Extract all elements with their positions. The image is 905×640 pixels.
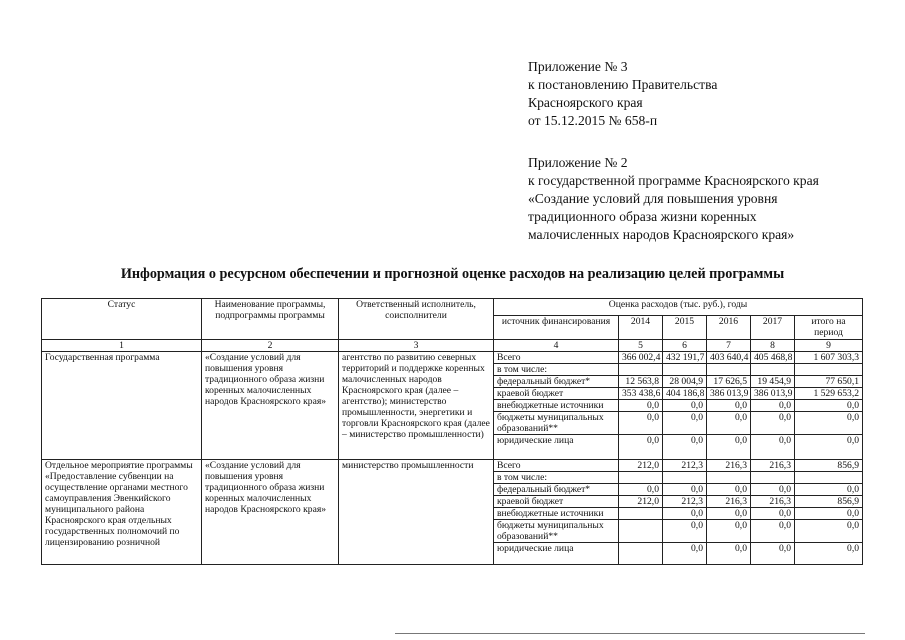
source-cell: юридические лица — [494, 435, 619, 460]
value-cell: 0,0 — [795, 543, 863, 565]
appendix3-line2: к постановлению Правительства — [528, 77, 718, 92]
source-cell: внебюджетные источники — [494, 400, 619, 412]
value-cell: 403 640,4 — [707, 352, 751, 364]
value-cell: 0,0 — [751, 484, 795, 496]
header-year: 2014 — [619, 316, 663, 340]
colnum: 1 — [42, 340, 202, 352]
value-cell — [751, 472, 795, 484]
appendix3-line1: Приложение № 3 — [528, 59, 628, 74]
colnum: 4 — [494, 340, 619, 352]
value-cell: 0,0 — [707, 484, 751, 496]
value-cell: 405 468,8 — [751, 352, 795, 364]
value-cell: 0,0 — [663, 508, 707, 520]
value-cell: 386 013,9 — [751, 388, 795, 400]
value-cell: 1 607 303,3 — [795, 352, 863, 364]
value-cell: 0,0 — [795, 412, 863, 435]
value-cell: 0,0 — [795, 520, 863, 543]
value-cell: 0,0 — [707, 435, 751, 460]
value-cell: 216,3 — [707, 460, 751, 472]
value-cell: 856,9 — [795, 496, 863, 508]
value-cell: 0,0 — [751, 520, 795, 543]
colnum: 3 — [339, 340, 494, 352]
value-cell: 0,0 — [707, 520, 751, 543]
block2-executor: министерство промышленности — [339, 460, 494, 565]
value-cell: 0,0 — [619, 400, 663, 412]
appendix2-line5: малочисленных народов Красноярского края» — [528, 227, 795, 242]
appendix3-line3: Красноярского края — [528, 95, 643, 110]
source-cell: в том числе: — [494, 364, 619, 376]
table-row — [42, 460, 863, 472]
value-cell: 17 626,5 — [707, 376, 751, 388]
value-cell: 0,0 — [707, 508, 751, 520]
value-cell — [663, 472, 707, 484]
appendix-header — [528, 58, 819, 244]
header-status: Статус — [42, 299, 202, 340]
block2-status: Отдельное мероприятие программы «Предоставление субвенции на осуществление органами местного самоуправления Эвенкийского муниципального района Красноярского края отдельных государственных полномочий по лицензированию розничной — [42, 460, 202, 565]
value-cell: 0,0 — [795, 400, 863, 412]
value-cell: 0,0 — [795, 435, 863, 460]
source-cell: краевой бюджет — [494, 388, 619, 400]
value-cell: 0,0 — [663, 543, 707, 565]
colnum: 8 — [751, 340, 795, 352]
header-estimate: Оценка расходов (тыс. руб.), годы — [494, 299, 863, 316]
value-cell: 216,3 — [751, 496, 795, 508]
value-cell — [663, 364, 707, 376]
block2-name: «Создание условий для повышения уровня традиционного образа жизни коренных малочисленных народов Красноярского края» — [202, 460, 339, 565]
block1-status: Государственная программа — [42, 352, 202, 460]
value-cell: 0,0 — [619, 435, 663, 460]
value-cell — [795, 472, 863, 484]
value-cell: 0,0 — [707, 412, 751, 435]
value-cell: 212,3 — [663, 460, 707, 472]
value-cell — [751, 364, 795, 376]
value-cell: 386 013,9 — [707, 388, 751, 400]
colnum: 7 — [707, 340, 751, 352]
value-cell — [619, 508, 663, 520]
value-cell: 856,9 — [795, 460, 863, 472]
value-cell: 366 002,4 — [619, 352, 663, 364]
appendix2-line1: Приложение № 2 — [528, 155, 628, 170]
value-cell: 0,0 — [751, 400, 795, 412]
value-cell: 0,0 — [619, 484, 663, 496]
colnum: 9 — [795, 340, 863, 352]
page-bottom-rule — [395, 633, 865, 634]
source-cell: Всего — [494, 460, 619, 472]
value-cell: 0,0 — [663, 520, 707, 543]
value-cell: 0,0 — [663, 412, 707, 435]
resource-table — [41, 298, 863, 565]
value-cell: 216,3 — [751, 460, 795, 472]
value-cell: 77 650,1 — [795, 376, 863, 388]
value-cell: 28 004,9 — [663, 376, 707, 388]
source-cell: юридические лица — [494, 543, 619, 565]
value-cell: 216,3 — [707, 496, 751, 508]
value-cell: 353 438,6 — [619, 388, 663, 400]
value-cell — [795, 364, 863, 376]
table-row — [42, 352, 863, 364]
value-cell: 432 191,7 — [663, 352, 707, 364]
header-total: итого на период — [795, 316, 863, 340]
value-cell — [619, 543, 663, 565]
value-cell: 0,0 — [751, 508, 795, 520]
source-cell: краевой бюджет — [494, 496, 619, 508]
value-cell: 12 563,8 — [619, 376, 663, 388]
header-source: источник финансирования — [494, 316, 619, 340]
value-cell: 19 454,9 — [751, 376, 795, 388]
value-cell: 0,0 — [795, 508, 863, 520]
value-cell: 404 186,8 — [663, 388, 707, 400]
value-cell: 0,0 — [619, 412, 663, 435]
source-cell: в том числе: — [494, 472, 619, 484]
header-name: Наименование программы, подпрограммы программы — [202, 299, 339, 340]
value-cell: 212,0 — [619, 460, 663, 472]
colnum: 2 — [202, 340, 339, 352]
value-cell: 0,0 — [795, 484, 863, 496]
colnum: 5 — [619, 340, 663, 352]
value-cell — [619, 520, 663, 543]
document-title: Информация о ресурсном обеспечении и прогнозной оценке расходов на реализацию целей программы — [120, 266, 785, 282]
block1-executor: агентство по развитию северных территорий и поддержке коренных малочисленных народов Красноярского края (далее – агентство); министерство промышленности, энергетики и торговли Красноярского края (далее – министерство промышленности) — [339, 352, 494, 460]
appendix2-line4: традиционного образа жизни коренных — [528, 209, 757, 224]
source-cell: федеральный бюджет* — [494, 484, 619, 496]
source-cell: бюджеты муниципальных образований** — [494, 412, 619, 435]
value-cell: 0,0 — [751, 435, 795, 460]
header-year: 2016 — [707, 316, 751, 340]
value-cell: 1 529 653,2 — [795, 388, 863, 400]
value-cell — [707, 472, 751, 484]
value-cell: 0,0 — [751, 543, 795, 565]
value-cell: 0,0 — [663, 435, 707, 460]
value-cell: 212,0 — [619, 496, 663, 508]
appendix3-line4: от 15.12.2015 № 658-п — [528, 113, 658, 128]
value-cell: 212,3 — [663, 496, 707, 508]
value-cell: 0,0 — [707, 543, 751, 565]
value-cell: 0,0 — [751, 412, 795, 435]
header-year: 2015 — [663, 316, 707, 340]
value-cell — [707, 364, 751, 376]
value-cell: 0,0 — [663, 484, 707, 496]
value-cell — [619, 364, 663, 376]
source-cell: внебюджетные источники — [494, 508, 619, 520]
source-cell: федеральный бюджет* — [494, 376, 619, 388]
appendix2-line3: «Создание условий для повышения уровня — [528, 191, 778, 206]
colnum: 6 — [663, 340, 707, 352]
block1-name: «Создание условий для повышения уровня традиционного образа жизни коренных малочисленных народов Красноярского края» — [202, 352, 339, 460]
appendix2-line2: к государственной программе Красноярского края — [528, 173, 819, 188]
value-cell: 0,0 — [663, 400, 707, 412]
header-year: 2017 — [751, 316, 795, 340]
source-cell: Всего — [494, 352, 619, 364]
header-executor: Ответственный исполнитель, соисполнители — [339, 299, 494, 340]
value-cell: 0,0 — [707, 400, 751, 412]
source-cell: бюджеты муниципальных образований** — [494, 520, 619, 543]
value-cell — [619, 472, 663, 484]
